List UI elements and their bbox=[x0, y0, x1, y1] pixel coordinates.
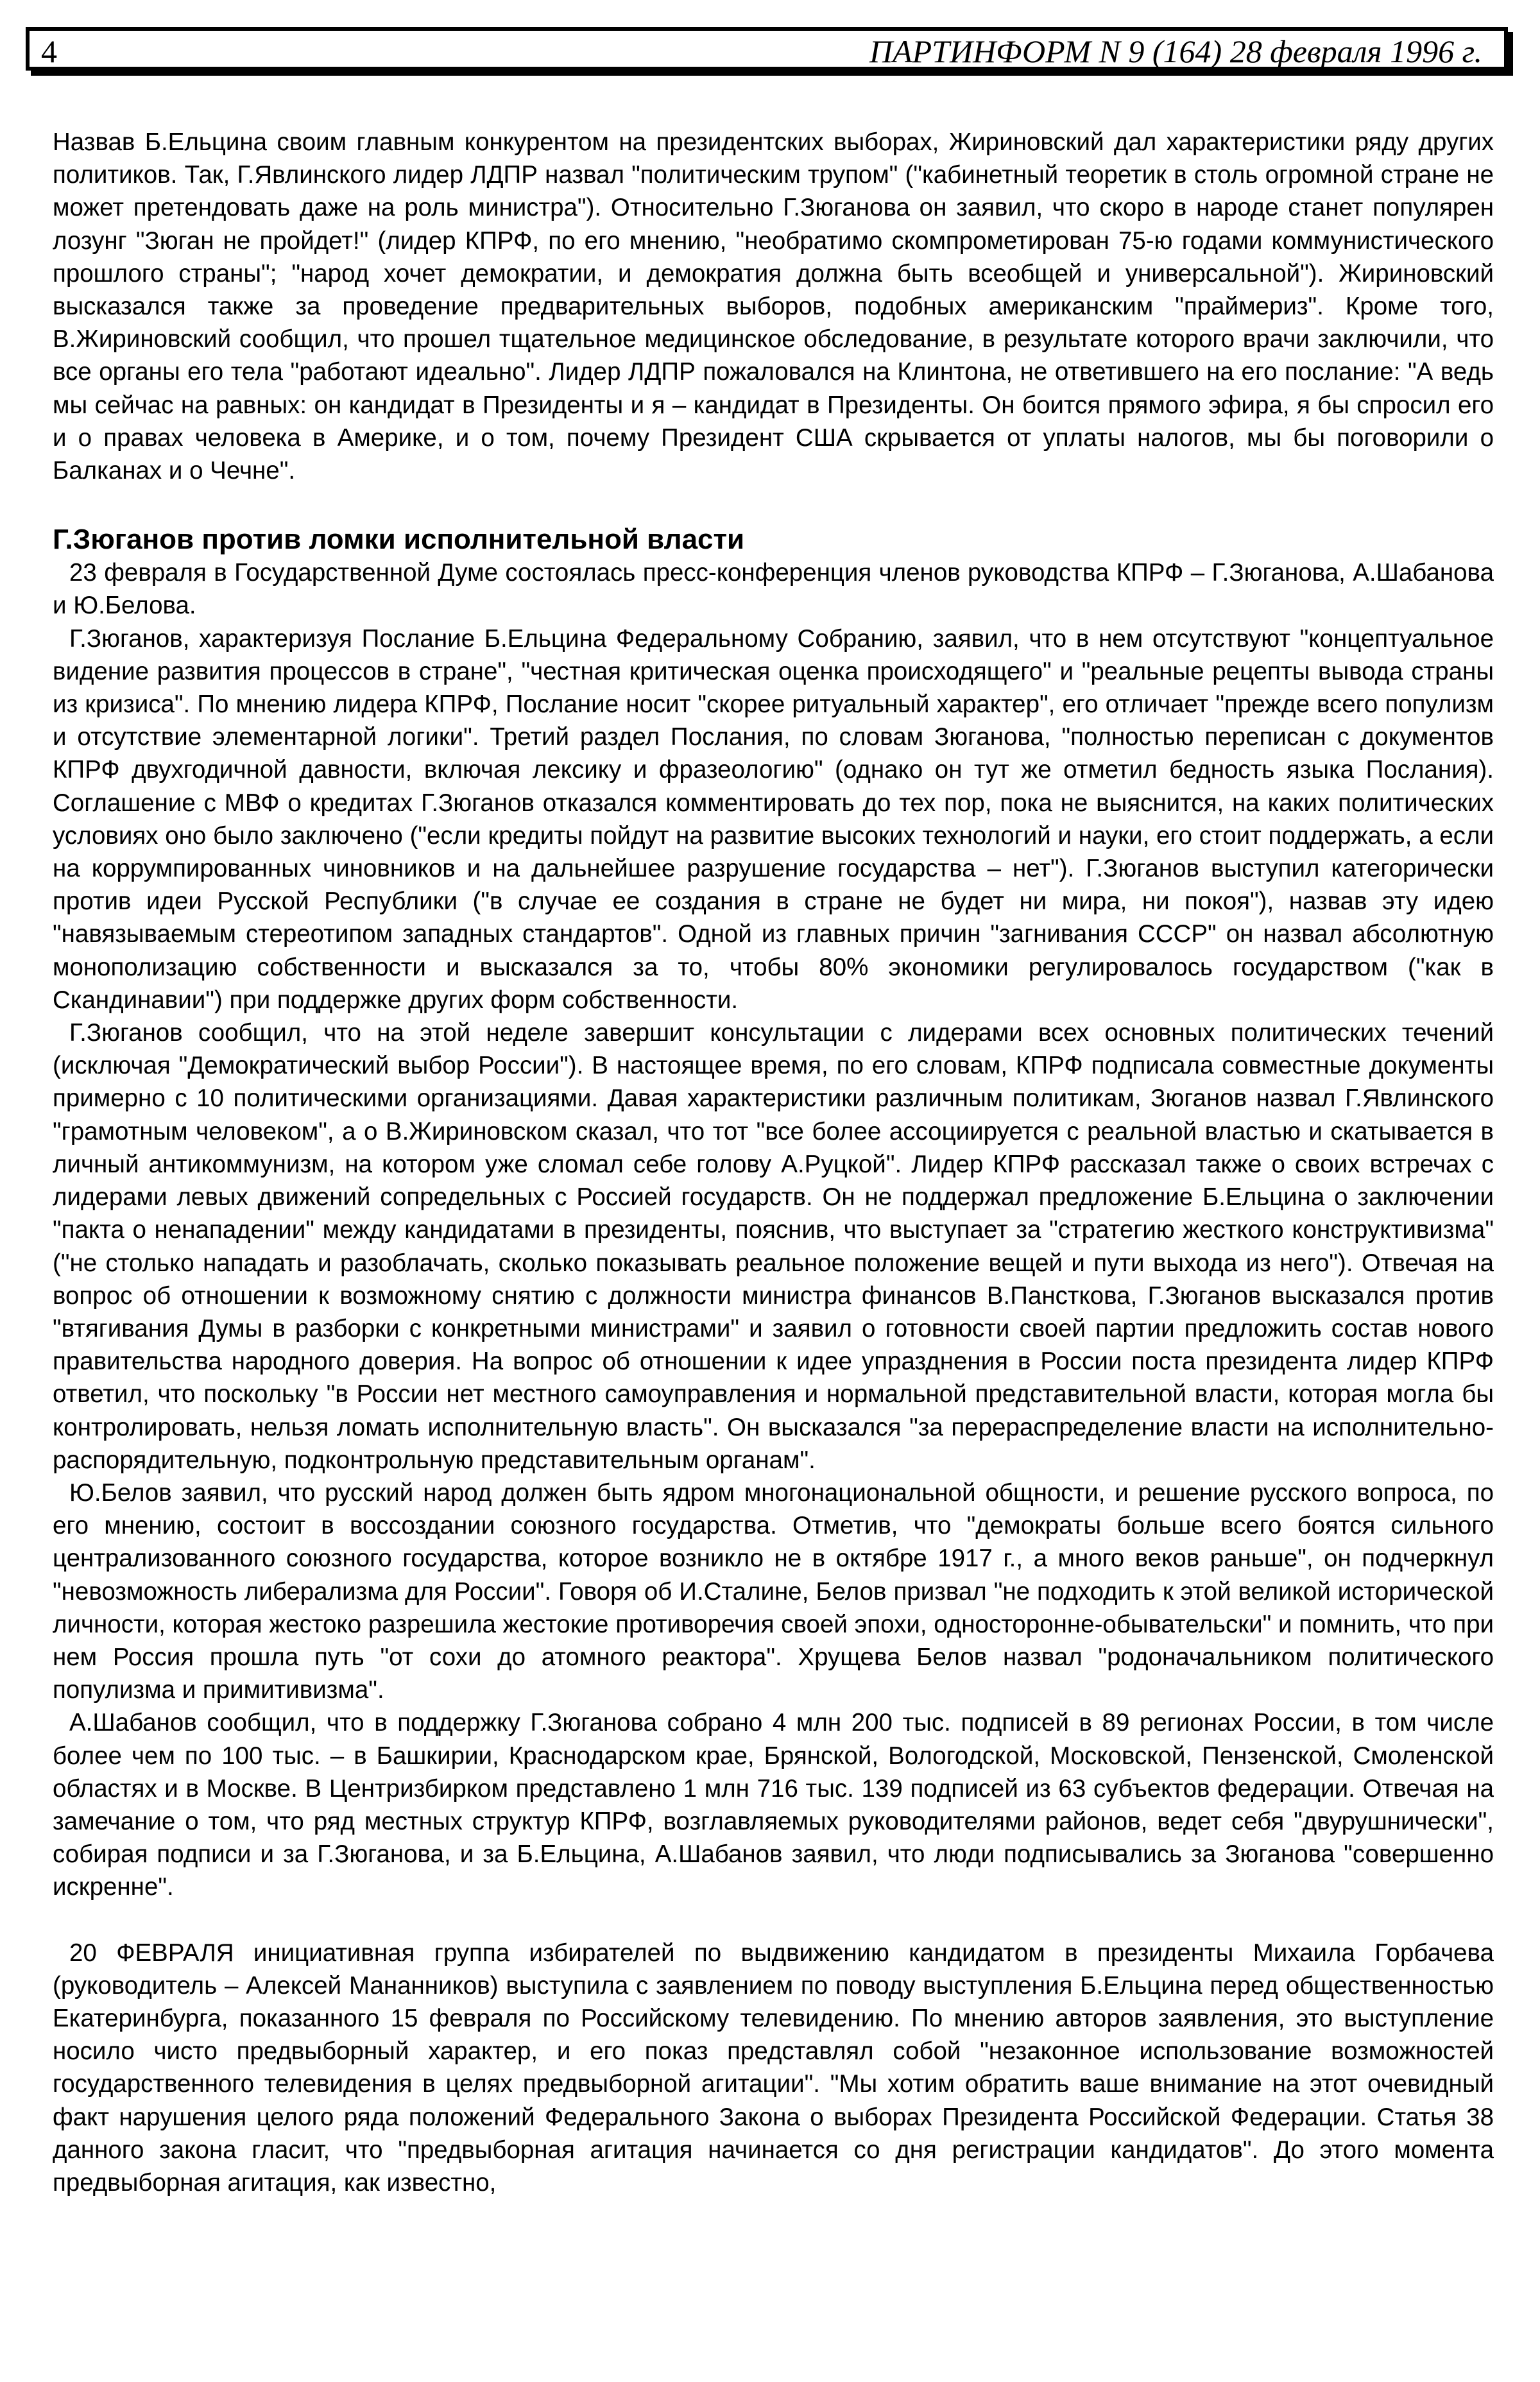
paragraph-6: 20 ФЕВРАЛЯ инициативная группа избирателей по выдвижению кандидатом в президенты Михаила Горбачева (руководитель – Алексей Мананников) выступила с заявлением по поводу выступления Б.Ельцина перед общественностью Екатеринбурга, показанного 15 февраля по Российскому телевидению. По мнению авторов заявления, это выступление носило чисто предвыборный характер, и его показ представлял собой "незаконное использование возможностей государственного телевидения в целях предвыборной агитации". "Мы хотим обратить ваше внимание на этот очевидный факт нарушения целого ряда положений Федерального Закона о выборах Президента Российской Федерации. Статья 38 данного закона гласит, что "предвыборная агитация начинается со дня регистрации кандидатов". До этого момента предвыборная агитация, как известно, bbox=[53, 1939, 1494, 2197]
article-body bbox=[53, 126, 1494, 2199]
paragraph-1: 23 февраля в Государственной Думе состоялась пресс-конференция членов руководства КПРФ – Г.Зюганова, А.Шабанова и Ю.Белова. bbox=[53, 559, 1494, 620]
paragraph-3: Г.Зюганов сообщил, что на этой неделе завершит консультации с лидерами всех основных политических течений (исключая "Демократический выбор России"). В настоящее время, по его словам, КПРФ подписала совместные документы примерно с 10 политическими организациями. Давая характеристики различным политикам, Зюганов назвал Г.Явлинского "грамотным человеком", а о В.Жириновском сказал, что тот "все более ассоциируется с реальной властью и скатывается в личный антикоммунизм, на котором уже сломал себе голову А.Руцкой". Лидер КПРФ рассказал также о своих встречах с лидерами левых движений сопредельных с Россией государств. Он не поддержал предложение Б.Ельцина о заключении "пакта о ненападении" между кандидатами в президенты, пояснив, что выступает за "стратегию жесткого конструктивизма" ("не столько нападать и разоблачать, сколько показывать реальное положение вещей и пути выхода из него"). Отвечая на вопрос об отношении к возможному снятию с должности министра финансов В.Пансткова, Г.Зюганов высказался против "втягивания Думы в разборки с конкретными министрами" и заявил о готовности своей партии предложить состав нового правительства народного доверия. На вопрос об отношении к идее упразднения в России поста президента лидер КПРФ ответил, что поскольку "в России нет местного самоуправления и нормальной представительной власти, которая могла бы контролировать, нельзя ломать исполнительную власть". Он высказался "за перераспределение власти на исполнительно-распорядительную, подконтрольную представительным органам". bbox=[53, 1019, 1494, 1474]
page-header bbox=[26, 27, 1508, 71]
paragraph-2: Г.Зюганов, характеризуя Послание Б.Ельцина Федеральному Собранию, заявил, что в нем отсутствуют "концептуальное видение развития процессов в стране", "честная критическая оценка происходящего" и "реальные рецепты вывода страны из кризиса". По мнению лидера КПРФ, Послание носит "скорее ритуальный характер", его отличает "прежде всего популизм и отсутствие элементарной логики". Третий раздел Послания, по словам Зюганова, "полностью переписан с документов КПРФ двухгодичной давности, включая лексику и фразеологию" (однако он тут же отметил бедность языка Послания). Соглашение с МВФ о кредитах Г.Зюганов отказался комментировать до тех пор, пока не выяснится, на каких политических условиях оно было заключено ("если кредиты пойдут на развитие высоких технологий и науки, его стоит поддержать, а если на коррумпированных чиновников и на дальнейшее разрушение государства – нет"). Г.Зюганов выступил категорически против идеи Русской Республики ("в случае ее создания в стране не будет ни мира, ни покоя"), назвав эту идею "навязываемым стереотипом западных стандартов". Одной из главных причин "загнивания СССР" он назвал абсолютную монополизацию собственности и высказался за то, чтобы 80% экономики регулировалось государством ("как в Скандинавии") при поддержке других форм собственности. bbox=[53, 624, 1494, 1014]
page-number: 4 bbox=[41, 33, 57, 69]
paragraph-gap bbox=[53, 1904, 1494, 1937]
intro-paragraph: Назвав Б.Ельцина своим главным конкурентом на президентских выборах, Жириновский дал характеристики ряду других политиков. Так, Г.Явлинского лидер ЛДПР назвал "политическим трупом" ("кабинетный теоретик в столь огромной стране не может претендовать даже на роль министра"). Относительно Г.Зюганова он заявил, что скоро в народе станет популярен лозунг "Зюган не пройдет!" (лидер КПРФ, по его мнению, "необратимо скомпрометирован 75-ю годами коммунистического прошлого страны"; "народ хочет демократии, и демократия должна быть всеобщей и универсальной"). Жириновский высказался также за проведение предварительных выборов, подобных американским "праймериз". Кроме того, В.Жириновский сообщил, что прошел тщательное медицинское обследование, в результате которого врачи заключили, что все органы его тела "работают идеально". Лидер ЛДПР пожаловался на Клинтона, не ответившего на его послание: "А ведь мы сейчас на равных: он кандидат в Президенты и я – кандидат в Президенты. Он боится прямого эфира, я бы спросил его и о правах человека в Америке, и о том, почему Президент США скрывается от уплаты налогов, мы бы поговорили о Балканах и о Чечне". bbox=[53, 128, 1494, 485]
paragraph-4: Ю.Белов заявил, что русский народ должен быть ядром многонациональной общности, и решение русского вопроса, по его мнению, состоит в воссоздании союзного государства. Отметив, что "демократы больше всего боятся сильного централизованного союзного государства, которое возникло не в октябре 1917 г., а много веков раньше", он подчеркнул "невозможность либерализма для России". Говоря об И.Сталине, Белов призвал "не подходить к этой великой исторической личности, которая жестоко разрешила жестокие противоречия своей эпохи, односторонне-обывательски" и помнить, что при нем Россия прошла путь "от сохи до атомного реактора". Хрущева Белов назвал "родоначальником политического популизма и примитивизма". bbox=[53, 1478, 1494, 1704]
paragraph-5: А.Шабанов сообщил, что в поддержку Г.Зюганова собрано 4 млн 200 тыс. подписей в 89 регионах России, в том числе более чем по 100 тыс. – в Башкирии, Краснодарском крае, Брянской, Вологодской, Московской, Пензенской, Смоленской областях и в Москве. В Центризбирком представлено 1 млн 716 тыс. 139 подписей из 63 субъектов федерации. Отвечая на замечание о том, что ряд местных структур КПРФ, возглавляемых руководителями районов, ведет себя "двурушнически", собирая подписи и за Г.Зюганова, и за Б.Ельцина, А.Шабанов заявил, что люди подписывались за Зюганова "совершенно искренне". bbox=[53, 1709, 1494, 1901]
section-heading: Г.Зюганов против ломки исполнительной власти bbox=[53, 524, 745, 556]
masthead-title: ПАРТИНФОРМ N 9 (164) 28 февраля 1996 г. bbox=[869, 33, 1482, 69]
